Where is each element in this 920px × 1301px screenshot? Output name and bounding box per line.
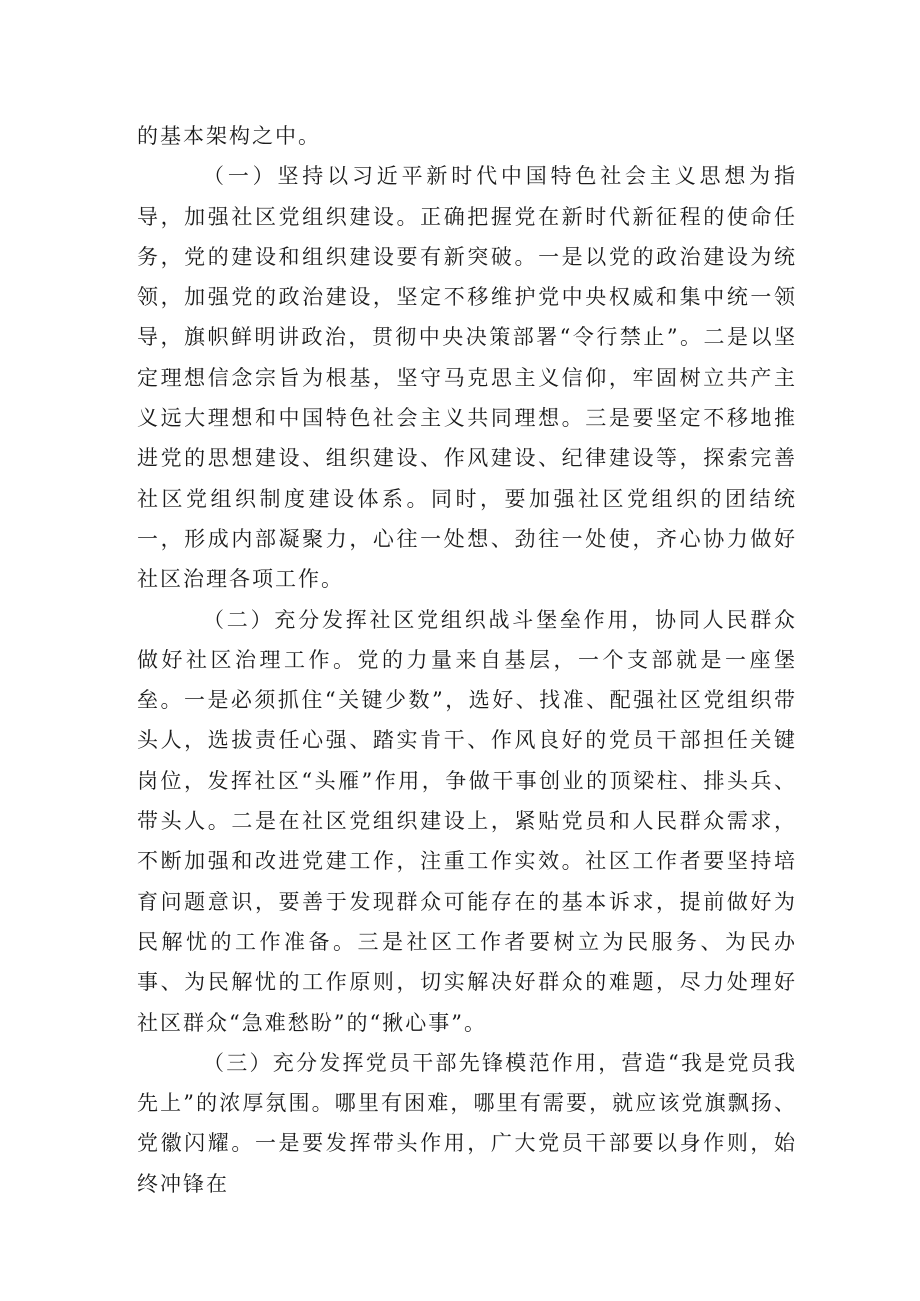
paragraph-section-3: （三）充分发挥党员干部先锋模范作用，营造“我是党员我先上”的浓厚氛围。哪里有困难，哪里有需要，就应该党旗飘扬、党徽闪耀。一是要发挥带头作用，广大党员干部要以身作则，始终冲锋在 xyxy=(137,1050,797,1196)
paragraph-section-2: （二）充分发挥社区党组织战斗堡垒作用，协同人民群众做好社区治理工作。党的力量来自基层，一个支部就是一座堡垒。一是必须抓住“关键少数”，选好、找准、配强社区党组织带头人，选拔责任心强、踏实肯干、作风良好的党员干部担任关键岗位，发挥社区“头雁”作用，争做干事创业的顶梁柱、排头兵、带头人。二是在社区党组织建设上，紧贴党员和人民群众需求，不断加强和改进党建工作，注重工作实效。社区工作者要坚持培育问题意识，要善于发现群众可能存在的基本诉求，提前做好为民解忧的工作准备。三是社区工作者要树立为民服务、为民办事、为民解忧的工作原则，切实解决好群众的难题，尽力处理好社区群众“急难愁盼”的“揪心事”。 xyxy=(137,607,797,1035)
document-body xyxy=(137,116,797,1204)
paragraph-section-1: （一）坚持以习近平新时代中国特色社会主义思想为指导，加强社区党组织建设。正确把握党在新时代新征程的使命任务，党的建设和组织建设要有新突破。一是以党的政治建设为统领，加强党的政治建设，坚定不移维护党中央权威和集中统一领导，旗帜鲜明讲政治，贯彻中央决策部署“令行禁止”。二是以坚定理想信念宗旨为根基，坚守马克思主义信仰，牢固树立共产主义远大理想和中国特色社会主义共同理想。三是要坚定不移地推进党的思想建设、组织建设、作风建设、纪律建设等，探索完善社区党组织制度建设体系。同时，要加强社区党组织的团结统一，形成内部凝聚力，心往一处想、劲往一处使，齐心协力做好社区治理各项工作。 xyxy=(137,164,797,592)
paragraph-continuation: 的基本架构之中。 xyxy=(137,124,321,148)
